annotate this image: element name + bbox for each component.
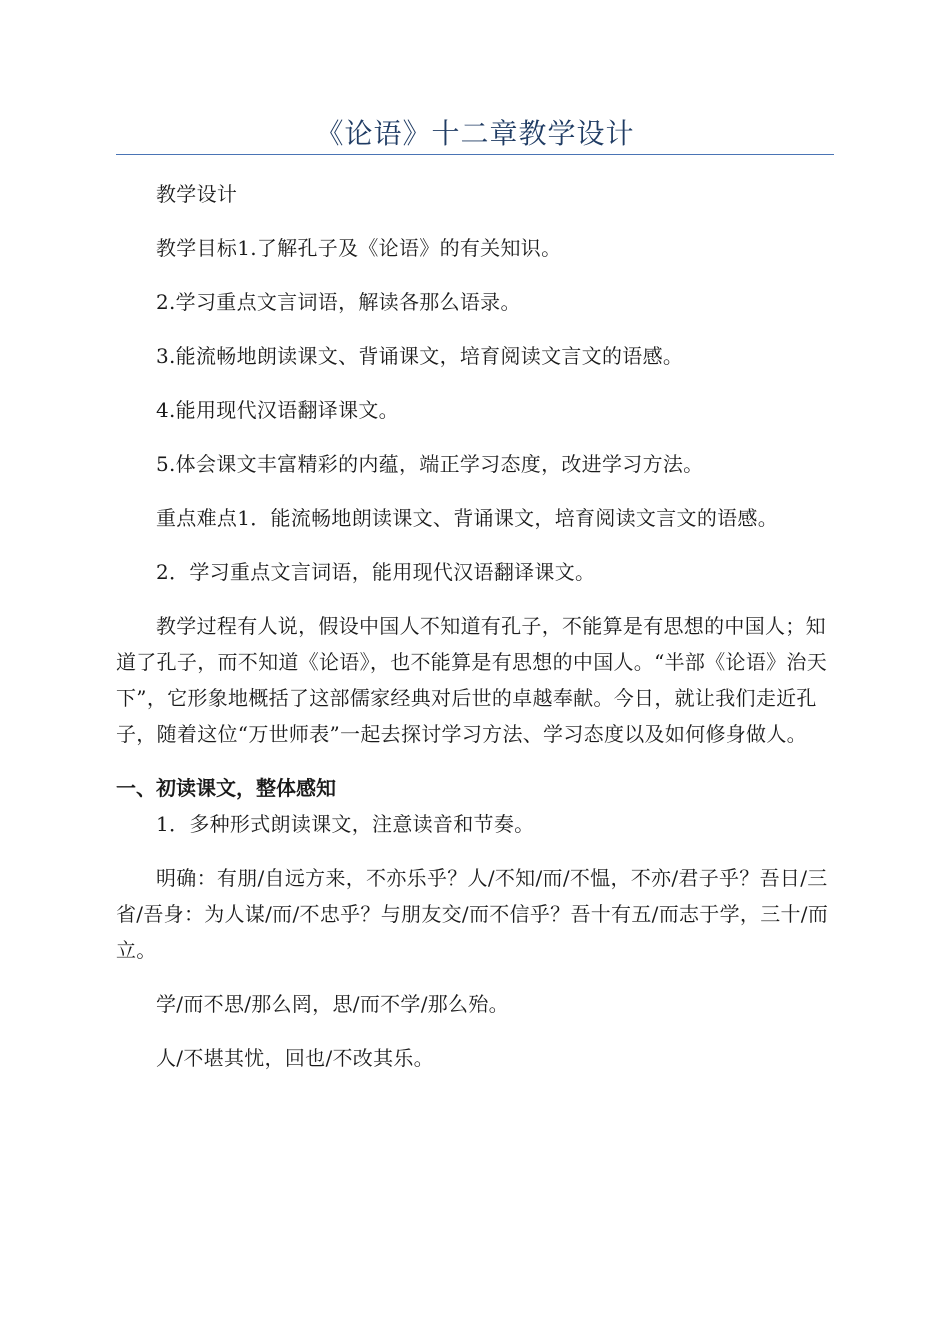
- paragraph: 4.能用现代汉语翻译课文。: [156, 398, 399, 422]
- title-underline: [116, 154, 834, 155]
- paragraph: 3.能流畅地朗读课文、背诵课文，培育阅读文言文的语感。: [156, 344, 684, 368]
- section-heading: 一、初读课文，整体感知: [116, 776, 336, 800]
- paragraph: 重点难点1．能流畅地朗读课文、背诵课文，培育阅读文言文的语感。: [156, 506, 779, 530]
- paragraph: 5.体会课文丰富精彩的内蕴，端正学习态度，改进学习方法。: [156, 452, 704, 476]
- paragraph: 人/不堪其忧，回也/不改其乐。: [156, 1046, 434, 1070]
- paragraph: 教学目标1.了解孔子及《论语》的有关知识。: [156, 236, 562, 260]
- paragraph: 学/而不思/那么罔，思/而不学/那么殆。: [156, 992, 509, 1016]
- document-title: 《论语》十二章教学设计: [315, 117, 635, 150]
- paragraph: 2．学习重点文言词语，能用现代汉语翻译课文。: [156, 560, 596, 584]
- paragraph: 教学过程有人说，假设中国人不知道有孔子，不能算是有思想的中国人；知道了孔子，而不知道《论语》，也不能算是有思想的中国人。“半部《论语》治天下”，它形象地概括了这部儒家经典对后世的卓越奉献。今日，就让我们走近孔子，随着这位“万世师表”一起去探讨学习方法、学习态度以及如何修身做人。: [116, 614, 828, 746]
- paragraph: 2.学习重点文言词语，解读各那么语录。: [156, 290, 521, 314]
- paragraph: 教学设计: [156, 182, 238, 206]
- paragraph: 1．多种形式朗读课文，注意读音和节奏。: [156, 812, 535, 836]
- document-body: [116, 176, 834, 1094]
- paragraph: 明确：有朋/自远方来，不亦乐乎？人/不知/而/不愠，不亦/君子乎？吾日/三省/吾身：为人谋/而/不忠乎？与朋友交/而不信乎？吾十有五/而志于学，三十/而立。: [116, 866, 829, 962]
